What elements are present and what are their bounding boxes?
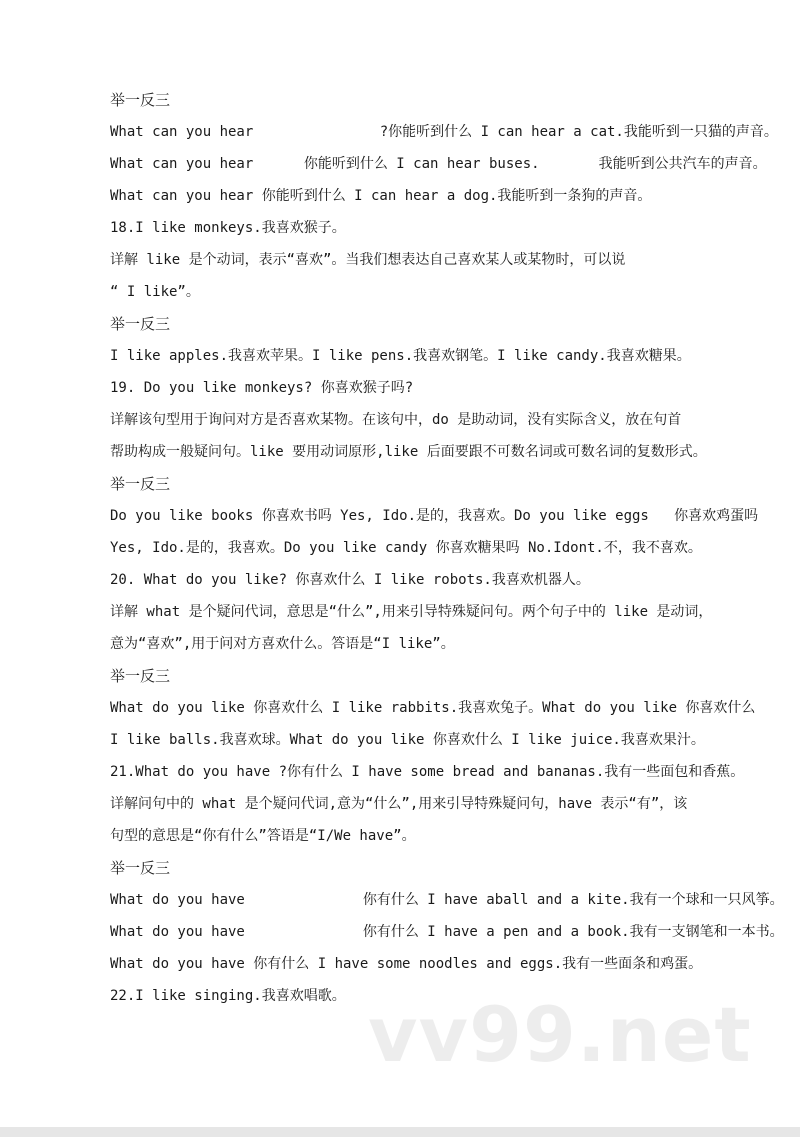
section-heading: 举一反三 — [110, 667, 171, 685]
section-heading: 举一反三 — [110, 475, 171, 493]
sentence-line: 19. Do you like monkeys? 你喜欢猴子吗? — [110, 380, 414, 396]
example-line: What do you like 你喜欢什么 I like rabbits.我喜欢兔子。What do you like 你喜欢什么 — [110, 700, 756, 716]
example-line: What can you hear 你能听到什么 I can hear a dog.我能听到一条狗的声音。 — [110, 188, 652, 204]
explanation-line: 帮助构成一般疑问句。like 要用动词原形,like 后面要跟不可数名词或可数名词的复数形式。 — [110, 444, 707, 460]
explanation-line: 详解 like 是个动词，表示“喜欢”。当我们想表达自己喜欢某人或某物时，可以说 — [110, 252, 626, 268]
example-line: What do you have 你有什么 I have a pen and a book.我有一支钢笔和一本书。 — [110, 924, 784, 940]
sentence-line: 22.I like singing.我喜欢唱歌。 — [110, 988, 346, 1004]
explanation-line: “ I like”。 — [110, 284, 200, 300]
watermark: vv99.net — [368, 990, 752, 1079]
explanation-line: 句型的意思是“你有什么”答语是“I/We have”。 — [110, 828, 416, 844]
example-line: I like apples.我喜欢苹果。I like pens.我喜欢钢笔。I like candy.我喜欢糖果。 — [110, 348, 691, 364]
example-line: What do you have 你有什么 I have some noodles and eggs.我有一些面条和鸡蛋。 — [110, 956, 703, 972]
example-line: What do you have 你有什么 I have aball and a kite.我有一个球和一只风筝。 — [110, 892, 784, 908]
example-line: Yes, Ido.是的，我喜欢。Do you like candy 你喜欢糖果吗 No.Idont.不，我不喜欢。 — [110, 540, 702, 556]
page-bottom-edge — [0, 1127, 800, 1137]
explanation-line: 详解问句中的 what 是个疑问代词,意为“什么”,用来引导特殊疑问句，have 表示“有”，该 — [110, 796, 688, 812]
sentence-line: 21.What do you have ?你有什么 I have some bread and bananas.我有一些面包和香蕉。 — [110, 764, 745, 780]
section-heading: 举一反三 — [110, 91, 171, 109]
example-line: I like balls.我喜欢球。What do you like 你喜欢什么 I like juice.我喜欢果汁。 — [110, 732, 705, 748]
explanation-line: 意为“喜欢”,用于问对方喜欢什么。答语是“I like”。 — [110, 636, 455, 652]
example-line: What can you hear 你能听到什么 I can hear buses. 我能听到公共汽车的声音。 — [110, 156, 767, 172]
example-line: Do you like books 你喜欢书吗 Yes, Ido.是的，我喜欢。Do you like eggs 你喜欢鸡蛋吗 — [110, 508, 759, 524]
sentence-line: 18.I like monkeys.我喜欢猴子。 — [110, 220, 346, 236]
example-line: What can you hear ?你能听到什么 I can hear a cat.我能听到一只猫的声音。 — [110, 124, 778, 140]
sentence-line: 20. What do you like? 你喜欢什么 I like robots.我喜欢机器人。 — [110, 572, 590, 588]
explanation-line: 详解该句型用于询问对方是否喜欢某物。在该句中，do 是助动词，没有实际含义，放在句首 — [110, 412, 682, 428]
explanation-line: 详解 what 是个疑问代词，意思是“什么”,用来引导特殊疑问句。两个句子中的 like 是动词， — [110, 604, 713, 620]
section-heading: 举一反三 — [110, 315, 171, 333]
section-heading: 举一反三 — [110, 859, 171, 877]
